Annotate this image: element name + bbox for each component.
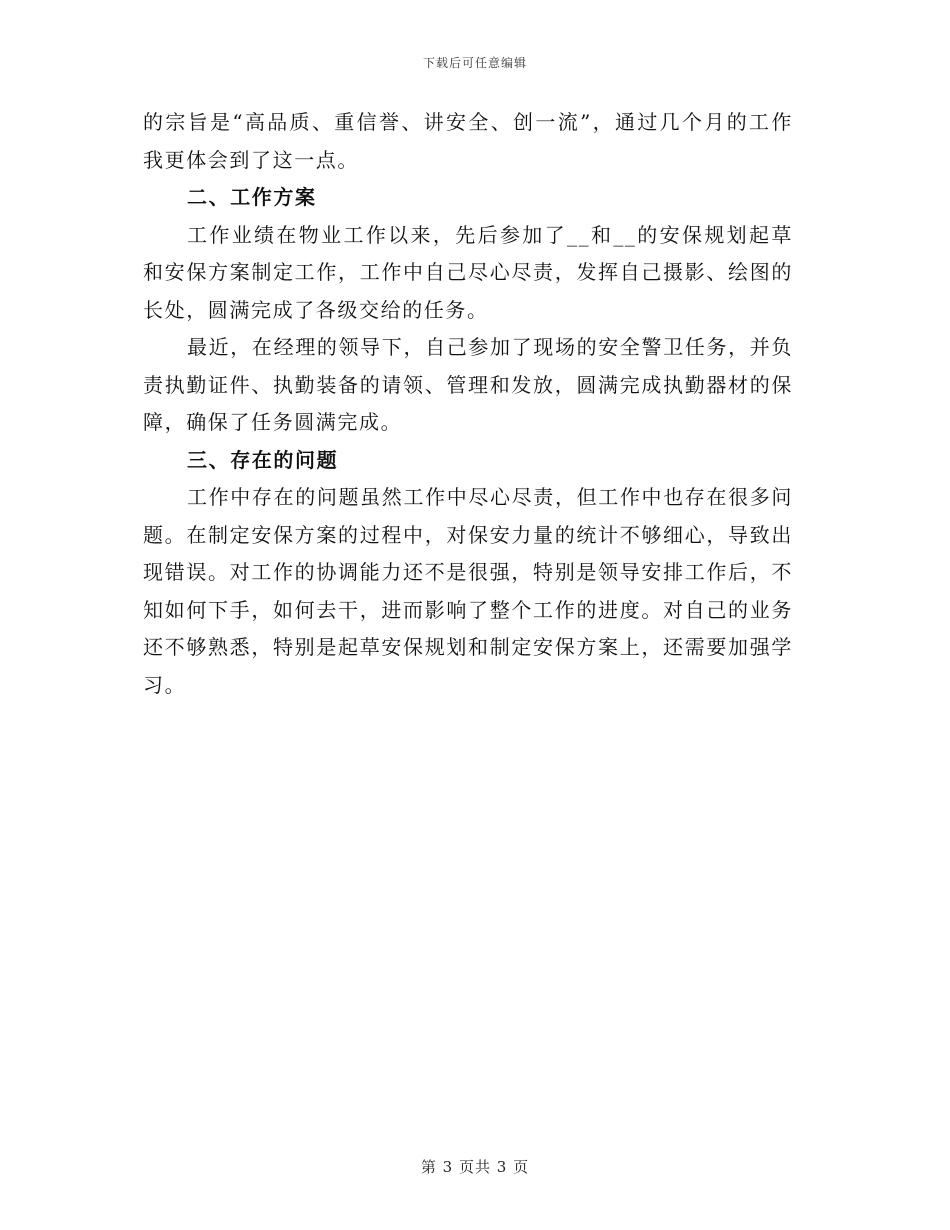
paragraph-problems: 工作中存在的问题虽然工作中尽心尽责，但工作中也存在很多问题。在制定安保方案的过程中，对保安力量的统计不够细心，导致出现错误。对工作的协调能力还不是很强，特别是领导安排工作后，不知如何下手，如何去干，进而影响了整个工作的进度。对自己的业务还不够熟悉，特别是起草安保规划和制定安保方案上，还需要加强学习。: [143, 485, 793, 697]
paragraph-work-achievements: 工作业绩在物业工作以来，先后参加了__和__的安保规划起草和安保方案制定工作，工作中自己尽心尽责，发挥自己摄影、绘图的长处，圆满完成了各级交给的任务。: [143, 222, 793, 322]
section-heading-work-plan: 二、工作方案: [187, 185, 317, 209]
section-heading-problems: 三、存在的问题: [187, 447, 339, 472]
paragraph-recent-tasks: 最近，在经理的领导下，自己参加了现场的安全警卫任务，并负责执勤证件、执勤装备的请领、管理和发放，圆满完成执勤器材的保障，确保了任务圆满完成。: [143, 335, 793, 434]
paragraph-continuation: 的宗旨是“高品质、重信誉、讲安全、创一流”，通过几个月的工作我更体会到了这一点。: [143, 110, 793, 172]
document-body: [143, 104, 793, 704]
page-number-footer: 第 3 页共 3 页: [420, 1158, 530, 1176]
page-header: 下载后可任意编辑: [422, 56, 527, 70]
